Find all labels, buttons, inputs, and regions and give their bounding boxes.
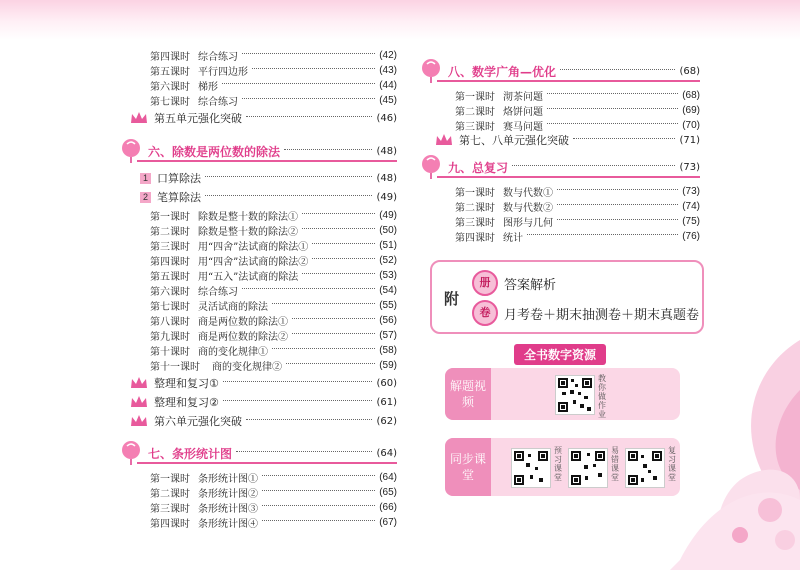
page-number: (60): [376, 377, 397, 389]
page-number: (67): [379, 517, 397, 528]
toc-section-entry[interactable]: [130, 110, 397, 126]
lesson-topic: 数与代数②: [503, 203, 553, 214]
page-number: (74): [682, 201, 700, 212]
page-number: (42): [379, 50, 397, 61]
lesson-number: 第十课时: [150, 347, 190, 358]
toc-entry[interactable]: [150, 238, 397, 253]
page-number: (49): [379, 210, 397, 221]
toc-section-entry[interactable]: [130, 375, 397, 391]
lesson-number: 第九课时: [150, 332, 190, 343]
leader-dots: [302, 213, 375, 214]
unit-underline: [137, 160, 397, 162]
toc-entry[interactable]: [455, 118, 700, 133]
unit-underline: [437, 80, 700, 82]
crown-icon: [130, 376, 148, 390]
lesson-number: 第四课时: [455, 233, 495, 244]
crown-icon: [435, 133, 453, 147]
leader-dots: [284, 149, 372, 150]
page-number: (68): [682, 90, 700, 101]
leader-dots: [242, 98, 375, 99]
leader-dots: [262, 490, 375, 491]
toc-section-entry[interactable]: [130, 394, 397, 410]
toc-entry[interactable]: [150, 500, 397, 515]
toc-entry[interactable]: [150, 358, 397, 373]
page-number: (52): [379, 255, 397, 266]
leader-dots: [557, 204, 678, 205]
lesson-number: 第二课时: [455, 203, 495, 214]
qr-code-icon[interactable]: [555, 375, 595, 415]
appendix-item[interactable]: [472, 270, 556, 296]
lesson-topic: 用“四舍”法试商的除法②: [198, 257, 309, 268]
section-label: 第七、八单元强化突破: [459, 134, 569, 147]
leader-dots: [527, 234, 678, 235]
page-number: (59): [379, 360, 397, 371]
page-number: (46): [376, 112, 397, 124]
section-label: 第五单元强化突破: [154, 112, 242, 125]
lesson-number: 第四课时: [150, 257, 190, 268]
page-number: (43): [379, 65, 397, 76]
lesson-number: 第二课时: [455, 107, 495, 118]
page-number: (44): [379, 80, 397, 91]
lesson-topic: 数与代数①: [503, 188, 553, 199]
page-number: (61): [376, 396, 397, 408]
appendix-label: 附: [444, 290, 460, 308]
page-number: (64): [379, 472, 397, 483]
page-number: (64): [376, 447, 397, 459]
toc-entry[interactable]: [150, 78, 397, 93]
unit-title: 六、除数是两位数的除法: [148, 144, 281, 159]
lesson-topic: 平行四边形: [198, 67, 248, 78]
lesson-number: 第五课时: [150, 67, 190, 78]
page-number: (73): [679, 161, 700, 173]
toc-entry[interactable]: [150, 93, 397, 108]
lesson-topic: 商是两位数的除法①: [198, 317, 288, 328]
lesson-topic: 烙饼问题: [503, 107, 543, 118]
leader-dots: [547, 123, 678, 124]
page-number: (53): [379, 270, 397, 281]
toc-subsection[interactable]: [140, 189, 397, 205]
section-label: 第六单元强化突破: [154, 415, 242, 428]
lesson-number: 第五课时: [150, 272, 190, 283]
leader-dots: [560, 69, 675, 70]
leader-dots: [512, 165, 675, 166]
page-number: (75): [682, 216, 700, 227]
lesson-number: 第一课时: [455, 188, 495, 199]
lesson-number: 第十一课时: [150, 362, 200, 373]
toc-entry[interactable]: [150, 298, 397, 313]
leader-dots: [205, 195, 372, 196]
leader-dots: [223, 400, 373, 401]
appendix-item-text: 答案解析: [504, 277, 557, 293]
resource-tag: 解题视频: [445, 368, 491, 420]
appendix-item[interactable]: [472, 300, 699, 326]
subsection-number: 1: [140, 173, 151, 184]
leader-dots: [292, 318, 375, 319]
lesson-number: 第三课时: [455, 218, 495, 229]
subsection-label: 笔算除法: [157, 191, 201, 204]
unit-title: 七、条形统计图: [148, 446, 233, 461]
leader-dots: [242, 288, 375, 289]
lesson-topic: 用“四舍”法试商的除法①: [198, 242, 309, 253]
section-label: 整理和复习①: [154, 377, 219, 390]
lesson-topic: 统计: [503, 233, 523, 244]
qr-label: 教你做作业: [598, 374, 606, 419]
lesson-number: 第三课时: [455, 122, 495, 133]
toc-section-entry[interactable]: [130, 413, 397, 429]
toc-section-entry[interactable]: [435, 132, 700, 148]
crown-icon: [130, 111, 148, 125]
toc-entry[interactable]: [150, 283, 397, 298]
toc-entry[interactable]: [150, 63, 397, 78]
lesson-number: 第七课时: [150, 97, 190, 108]
lesson-topic: 灵活试商的除法: [198, 302, 268, 313]
lesson-number: 第一课时: [150, 474, 190, 485]
leader-dots: [205, 176, 372, 177]
leader-dots: [312, 258, 375, 259]
lesson-topic: 综合练习: [198, 52, 238, 63]
lesson-topic: 综合练习: [198, 287, 238, 298]
toc-entry[interactable]: [150, 515, 397, 530]
leader-dots: [262, 505, 375, 506]
toc-entry[interactable]: [455, 214, 700, 229]
top-decoration: [0, 0, 800, 40]
page-number: (62): [376, 415, 397, 427]
lesson-number: 第八课时: [150, 317, 190, 328]
page-number: (71): [679, 134, 700, 146]
paper-badge: 卷: [472, 300, 498, 326]
lesson-topic: 图形与几何: [503, 218, 553, 229]
page-number: (48): [376, 145, 397, 157]
qr-label: 易错课堂: [611, 446, 619, 482]
toc-entry[interactable]: [150, 208, 397, 223]
toc-entry[interactable]: [150, 223, 397, 238]
page-number: (49): [376, 191, 397, 203]
page-number: (73): [682, 186, 700, 197]
lesson-number: 第六课时: [150, 82, 190, 93]
toc-entry[interactable]: [150, 48, 397, 63]
booklet-badge: 册: [472, 270, 498, 296]
page-number: (70): [682, 120, 700, 131]
page-number: (50): [379, 225, 397, 236]
leader-dots: [547, 93, 678, 94]
page-number: (54): [379, 285, 397, 296]
page-number: (51): [379, 240, 397, 251]
page-number: (45): [379, 95, 397, 106]
page-number: (48): [376, 172, 397, 184]
resource-tag: 同步课堂: [445, 438, 491, 496]
unit-title: 九、总复习: [448, 160, 509, 175]
appendix-box: [430, 260, 704, 334]
leader-dots: [547, 108, 678, 109]
lesson-topic: 商的变化规律②: [212, 362, 282, 373]
appendix-item-text: 月考卷＋期末抽测卷＋期末真题卷: [504, 307, 700, 323]
leader-dots: [557, 189, 678, 190]
lesson-topic: 商是两位数的除法②: [198, 332, 288, 343]
toc-entry[interactable]: [455, 199, 700, 214]
leader-dots: [312, 243, 375, 244]
leader-dots: [242, 53, 375, 54]
qr-code-icon[interactable]: [511, 448, 551, 488]
leader-dots: [272, 303, 375, 304]
toc-subsection[interactable]: [140, 170, 397, 186]
toc-entry[interactable]: [150, 343, 397, 358]
toc-entry[interactable]: [455, 184, 700, 199]
lesson-topic: 赛马问题: [503, 122, 543, 133]
lesson-number: 第三课时: [150, 242, 190, 253]
resource-box-classroom: [445, 438, 680, 496]
resources-title: [490, 344, 630, 362]
toc-entry[interactable]: [150, 328, 397, 343]
lesson-topic: 除数是整十数的除法②: [198, 227, 298, 238]
unit-underline: [437, 176, 700, 178]
lesson-topic: 除数是整十数的除法①: [198, 212, 298, 223]
leader-dots: [236, 451, 372, 452]
lesson-topic: 沏茶问题: [503, 92, 543, 103]
leader-dots: [292, 333, 375, 334]
lesson-number: 第六课时: [150, 287, 190, 298]
toc-entry[interactable]: [150, 485, 397, 500]
lesson-topic: 用“五入”法试商的除法: [198, 272, 299, 283]
qr-code-icon[interactable]: [568, 448, 608, 488]
leader-dots: [302, 273, 375, 274]
leader-dots: [286, 363, 375, 364]
crown-icon: [130, 395, 148, 409]
leader-dots: [223, 381, 373, 382]
leader-dots: [272, 348, 375, 349]
lesson-number: 第三课时: [150, 504, 190, 515]
toc-entry[interactable]: [455, 88, 700, 103]
page-number: (57): [379, 330, 397, 341]
section-label: 整理和复习②: [154, 396, 219, 409]
leader-dots: [557, 219, 678, 220]
subsection-label: 口算除法: [157, 172, 201, 185]
resources-title-text: 全书数字资源: [514, 344, 606, 365]
crown-icon: [130, 414, 148, 428]
resource-box-video: [445, 368, 680, 420]
leader-dots: [573, 138, 675, 139]
qr-code-icon[interactable]: [625, 448, 665, 488]
subsection-number: 2: [140, 192, 151, 203]
leader-dots: [262, 475, 375, 476]
page-number: (76): [682, 231, 700, 242]
toc-entry[interactable]: [455, 103, 700, 118]
qr-label: 复习课堂: [668, 446, 676, 482]
page-number: (65): [379, 487, 397, 498]
lesson-topic: 梯形: [198, 82, 218, 93]
page-number: (55): [379, 300, 397, 311]
unit-underline: [137, 462, 397, 464]
lesson-number: 第四课时: [150, 519, 190, 530]
lesson-number: 第二课时: [150, 227, 190, 238]
lesson-topic: 条形统计图④: [198, 519, 258, 530]
leader-dots: [302, 228, 375, 229]
lesson-number: 第一课时: [150, 212, 190, 223]
leader-dots: [222, 83, 375, 84]
page-number: (68): [679, 65, 700, 77]
leader-dots: [246, 116, 372, 117]
lesson-number: 第二课时: [150, 489, 190, 500]
lesson-number: 第七课时: [150, 302, 190, 313]
leader-dots: [262, 520, 375, 521]
lesson-number: 第一课时: [455, 92, 495, 103]
toc-entry[interactable]: [150, 268, 397, 283]
qr-label: 预习课堂: [554, 446, 562, 482]
toc-entry[interactable]: [150, 253, 397, 268]
lesson-number: 第四课时: [150, 52, 190, 63]
toc-entry[interactable]: [455, 229, 700, 244]
page-number: (58): [379, 345, 397, 356]
unit-title: 八、数学广角—优化: [448, 64, 557, 79]
lesson-topic: 综合练习: [198, 97, 238, 108]
page-number: (69): [682, 105, 700, 116]
lesson-topic: 条形统计图②: [198, 489, 258, 500]
toc-entry[interactable]: [150, 470, 397, 485]
page-number: (66): [379, 502, 397, 513]
lesson-topic: 商的变化规律①: [198, 347, 268, 358]
leader-dots: [252, 68, 375, 69]
leader-dots: [246, 419, 372, 420]
toc-entry[interactable]: [150, 313, 397, 328]
lesson-topic: 条形统计图①: [198, 474, 258, 485]
lesson-topic: 条形统计图③: [198, 504, 258, 515]
page-number: (56): [379, 315, 397, 326]
